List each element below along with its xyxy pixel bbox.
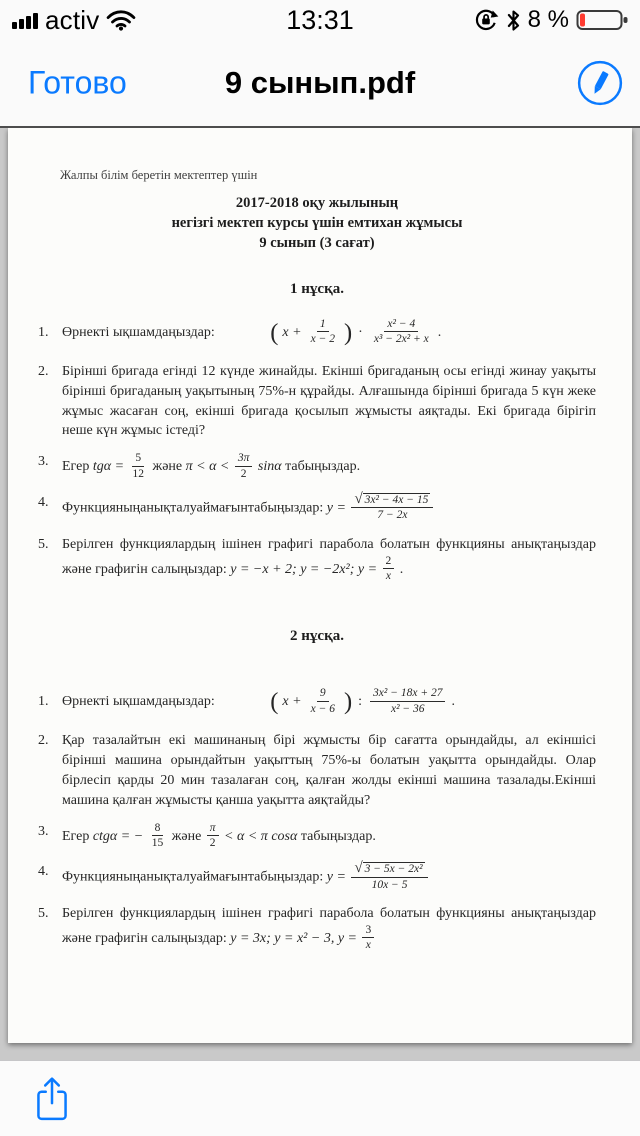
numerator: 9 bbox=[317, 686, 329, 701]
pdf-viewport[interactable] bbox=[0, 126, 640, 1060]
share-button[interactable] bbox=[34, 1075, 70, 1123]
v1-question-2 bbox=[38, 362, 596, 442]
fraction bbox=[362, 923, 374, 953]
document-header-note: Жалпы білім беретін мектептер үшін bbox=[60, 168, 258, 182]
title-line-2: негізгі мектеп курсы үшін емтихан жұмысы bbox=[171, 215, 463, 231]
denominator: 2 bbox=[209, 837, 216, 849]
math-term: y = −x + 2; y = −2x²; y = bbox=[230, 561, 378, 577]
numerator: 5 bbox=[132, 451, 144, 466]
numerator: 3x² − 18x + 27 bbox=[370, 686, 445, 701]
rotation-lock-icon bbox=[473, 7, 499, 33]
question-number: 3. bbox=[38, 823, 49, 839]
text-part: Егер bbox=[62, 828, 90, 844]
denominator: x − 6 bbox=[310, 702, 335, 715]
paren-open: ( bbox=[270, 688, 279, 715]
operator: : bbox=[358, 694, 363, 710]
denominator: 12 bbox=[132, 467, 145, 480]
status-bar bbox=[0, 0, 640, 40]
bluetooth-icon bbox=[506, 9, 521, 32]
battery-icon bbox=[576, 8, 630, 32]
question-text bbox=[62, 318, 596, 348]
text-part: табыңыздар. bbox=[300, 828, 376, 844]
question-number: 5. bbox=[38, 536, 49, 552]
v1-question-5 bbox=[38, 535, 596, 585]
markup-button[interactable] bbox=[576, 59, 624, 107]
paren-open: ( bbox=[270, 318, 279, 346]
numerator: π bbox=[207, 821, 219, 836]
numerator: 2 bbox=[383, 554, 395, 569]
numerator: 3 bbox=[362, 923, 374, 938]
text-part: және bbox=[152, 459, 183, 475]
variant-2-heading: 2 нұсқа. bbox=[290, 628, 344, 645]
math-term: sinα bbox=[257, 459, 282, 475]
battery-percent-label: 8 % bbox=[527, 6, 569, 33]
fraction bbox=[235, 451, 253, 481]
math-term: x + bbox=[282, 324, 302, 340]
denominator: x bbox=[385, 570, 391, 582]
radical-sign: √ bbox=[354, 860, 363, 877]
text-part: және bbox=[171, 828, 202, 844]
fraction bbox=[149, 821, 167, 851]
status-left-group bbox=[12, 5, 136, 36]
math-term: π < α < bbox=[185, 459, 230, 475]
fraction bbox=[383, 554, 395, 584]
period: . bbox=[399, 561, 404, 577]
text-part: Берілген функциялардың ішінен графигі парабола болатын функцияны анықтаңыздар және графигін салыңыздар: bbox=[62, 906, 596, 947]
question-number: 5. bbox=[38, 906, 49, 922]
text-part: табыңыздар. bbox=[285, 459, 361, 475]
paren-close: ) bbox=[343, 318, 353, 346]
clock: 13:31 bbox=[286, 4, 354, 35]
denominator: x bbox=[365, 939, 371, 952]
pdf-page bbox=[8, 128, 632, 1043]
question-number: 2. bbox=[38, 733, 49, 749]
fraction bbox=[308, 317, 338, 347]
title-line-3: 9 сынып (3 сағат) bbox=[259, 235, 375, 251]
question-text bbox=[62, 904, 596, 954]
radicand: 3x² − 4x − 15 bbox=[364, 494, 429, 506]
question-number: 4. bbox=[38, 864, 49, 880]
carrier-label: activ bbox=[45, 4, 100, 35]
fraction bbox=[130, 451, 148, 481]
v1-question-4 bbox=[38, 493, 596, 524]
wifi-icon bbox=[106, 9, 136, 31]
math-expression bbox=[270, 318, 441, 348]
math-term: y = bbox=[326, 869, 346, 885]
radical-sign: √ bbox=[354, 491, 363, 507]
fraction bbox=[308, 686, 338, 716]
question-text bbox=[62, 493, 596, 524]
v1-question-3 bbox=[38, 452, 596, 482]
done-button[interactable]: Готово bbox=[28, 64, 127, 101]
fraction bbox=[371, 317, 432, 347]
question-number: 2. bbox=[38, 363, 49, 379]
question-text bbox=[62, 862, 596, 893]
question-label: Өрнекті ықшамдаңыздар: bbox=[62, 325, 215, 341]
question-text: Бірінші бригада егінді 12 күнде жинайды. Екінші бригаданың осы егінді жинау уақыты бірінші бригаданың уақытының 75%-н құрайды. Алғашында бірінші бригада 5 күн жеке жұмыс жасаған соң, екінші бригада қосылып жұмысты аяқтады. Екі бригада бірігіп неше күн жұмыс істеді? bbox=[62, 363, 596, 439]
question-text bbox=[62, 535, 596, 585]
math-term: tgα = bbox=[92, 459, 125, 475]
question-label: Функцияныңанықталуаймағынтабыңыздар: bbox=[62, 869, 324, 885]
math-term: ctgα = − bbox=[92, 828, 144, 844]
text-part: Егер bbox=[62, 459, 90, 475]
question-text bbox=[62, 687, 596, 717]
numerator: 3π bbox=[235, 451, 253, 466]
operator: · bbox=[358, 324, 363, 340]
paren-close: ) bbox=[343, 688, 353, 715]
denominator: x³ − 2x² + x bbox=[373, 333, 429, 346]
fraction bbox=[207, 821, 219, 851]
math-term: y = 3x; y = x² − 3, y = bbox=[230, 931, 357, 947]
math-term: y = bbox=[326, 500, 346, 516]
question-text: Қар тазалайтын екі машинаның бірі жұмысты бір сағатта орындайды, ал екіншісі бірінші машина орындайтын уақыттың 75%-ы болатын уақытта орындайды. Олар бірлесіп қарды 20 мин тазалаған соң, қалған жолды екінші машина тазалады.Екінші машина қалған жұмысты қанша уақытта аяқтайды? bbox=[62, 733, 596, 808]
document-title: 9 сынып.pdf bbox=[224, 65, 416, 100]
title-line-1: 2017-2018 оқу жылының bbox=[235, 195, 399, 211]
v2-question-3 bbox=[38, 822, 596, 852]
period: . bbox=[451, 694, 455, 710]
math-term: cosα bbox=[271, 828, 298, 844]
variant-1-heading: 1 нұсқа. bbox=[290, 281, 344, 297]
question-label: Өрнекті ықшамдаңыздар: bbox=[62, 694, 215, 710]
question-text bbox=[62, 452, 596, 482]
radicand: 3 − 5x − 2x² bbox=[364, 863, 423, 876]
numerator: 1 bbox=[317, 317, 329, 332]
v2-question-5 bbox=[38, 904, 596, 954]
fraction-with-radical bbox=[351, 861, 427, 892]
period: . bbox=[437, 324, 442, 340]
question-number: 3. bbox=[38, 454, 49, 470]
question-number: 1. bbox=[38, 324, 49, 340]
denominator: 2 bbox=[240, 467, 247, 480]
share-icon bbox=[34, 1075, 70, 1123]
status-right-group bbox=[473, 6, 630, 34]
navigation-bar bbox=[0, 40, 640, 126]
denominator: 7 − 2x bbox=[377, 509, 408, 522]
markup-pen-icon bbox=[576, 59, 624, 107]
v2-question-1 bbox=[38, 687, 596, 717]
denominator: x − 2 bbox=[310, 333, 335, 346]
fraction bbox=[370, 686, 445, 716]
text-part: Берілген функциялардың ішінен графигі парабола болатын функцияны анықтаңыздар және графигін салыңыздар: bbox=[62, 536, 596, 577]
question-text bbox=[62, 822, 596, 852]
v1-question-1 bbox=[38, 318, 596, 348]
math-term: x + bbox=[282, 694, 302, 710]
question-number: 4. bbox=[38, 495, 49, 510]
math-expression bbox=[270, 687, 455, 717]
question-number: 1. bbox=[38, 694, 49, 710]
cell-signal-icon bbox=[12, 12, 38, 29]
numerator: 8 bbox=[152, 821, 164, 836]
document-title-block bbox=[38, 193, 596, 253]
fraction-with-radical bbox=[351, 492, 433, 523]
denominator: x² − 36 bbox=[390, 702, 425, 715]
question-label: Функцияныңанықталуаймағынтабыңыздар: bbox=[62, 500, 324, 516]
numerator: x² − 4 bbox=[384, 317, 418, 332]
math-term: < α < π bbox=[224, 828, 268, 844]
v2-question-2 bbox=[38, 731, 596, 811]
denominator: 15 bbox=[151, 837, 164, 849]
bottom-toolbar bbox=[0, 1060, 640, 1136]
denominator: 10x − 5 bbox=[371, 878, 408, 891]
v2-question-4 bbox=[38, 862, 596, 893]
